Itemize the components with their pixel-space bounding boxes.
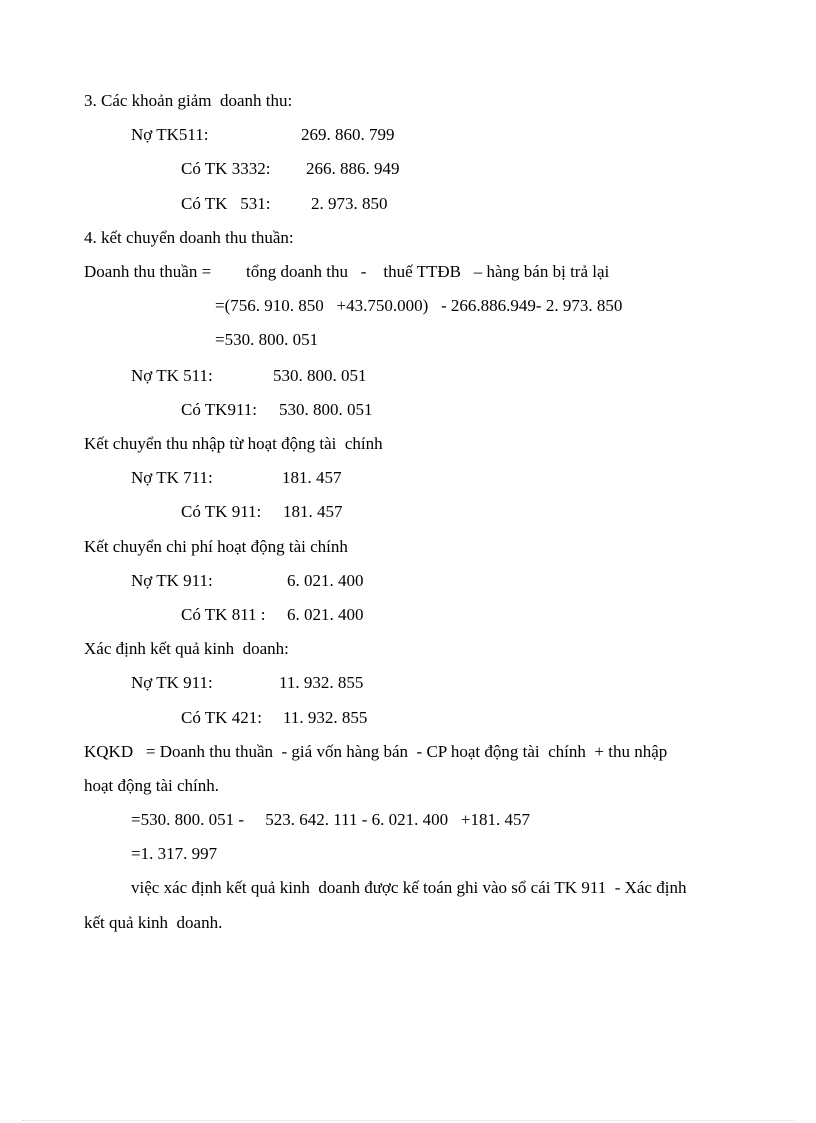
finance-income-debit-label: Nợ TK 711: xyxy=(131,468,213,487)
page-bottom-divider xyxy=(22,1120,794,1121)
conclusion-line2: kết quả kinh doanh. xyxy=(84,913,223,932)
finance-expense-credit-label: Có TK 811 : xyxy=(181,605,266,624)
section4-heading: 4. kết chuyển doanh thu thuần: xyxy=(84,228,294,247)
finance-income-heading: Kết chuyển thu nhập từ hoạt động tài chính xyxy=(84,434,383,453)
finance-income-credit-label: Có TK 911: xyxy=(181,502,262,521)
section4-debit-value: 530. 800. 051 xyxy=(273,366,367,385)
kqkd-formula-line1: KQKD = Doanh thu thuần - giá vốn hàng bán - CP hoạt động tài chính + thu nhập xyxy=(84,742,668,761)
section3-heading: 3. Các khoản giảm doanh thu: xyxy=(84,91,293,110)
finance-expense-debit-label: Nợ TK 911: xyxy=(131,571,213,590)
section4-formula-label: Doanh thu thuần = xyxy=(84,262,212,281)
section3-debit-label: Nợ TK511: xyxy=(131,125,209,144)
finance-income-credit-value: 181. 457 xyxy=(283,502,343,521)
business-result-debit-label: Nợ TK 911: xyxy=(131,673,213,692)
section3-credit1-value: 266. 886. 949 xyxy=(306,159,400,178)
kqkd-formula-line2: hoạt động tài chính. xyxy=(84,776,220,795)
section4-debit-label: Nợ TK 511: xyxy=(131,366,213,385)
section3-credit2-label: Có TK 531: xyxy=(181,194,271,213)
section4-credit-value: 530. 800. 051 xyxy=(279,400,373,419)
business-result-credit-label: Có TK 421: xyxy=(181,708,262,727)
conclusion-line1: việc xác định kết quả kinh doanh được kế toán ghi vào sổ cái TK 911 - Xác định xyxy=(131,878,687,897)
finance-income-debit-value: 181. 457 xyxy=(282,468,342,487)
section4-credit-label: Có TK911: xyxy=(181,400,258,419)
section3-credit2-value: 2. 973. 850 xyxy=(311,194,388,213)
section3-credit1-label: Có TK 3332: xyxy=(181,159,271,178)
section4-calc-line1: =(756. 910. 850 +43.750.000) - 266.886.949- 2. 973. 850 xyxy=(215,296,623,315)
section4-formula-text: tổng doanh thu - thuế TTĐB – hàng bán bị trả lại xyxy=(246,262,610,281)
finance-expense-credit-value: 6. 021. 400 xyxy=(287,605,364,624)
section3-debit-value: 269. 860. 799 xyxy=(301,125,395,144)
finance-expense-debit-value: 6. 021. 400 xyxy=(287,571,364,590)
business-result-heading: Xác định kết quả kinh doanh: xyxy=(84,639,289,658)
finance-expense-heading: Kết chuyển chi phí hoạt động tài chính xyxy=(84,537,348,556)
business-result-debit-value: 11. 932. 855 xyxy=(279,673,364,692)
kqkd-calc-line2: =1. 317. 997 xyxy=(131,844,218,863)
kqkd-calc-line1: =530. 800. 051 - 523. 642. 111 - 6. 021. 400 +181. 457 xyxy=(131,810,530,829)
section4-calc-line2: =530. 800. 051 xyxy=(215,330,319,349)
business-result-credit-value: 11. 932. 855 xyxy=(283,708,368,727)
